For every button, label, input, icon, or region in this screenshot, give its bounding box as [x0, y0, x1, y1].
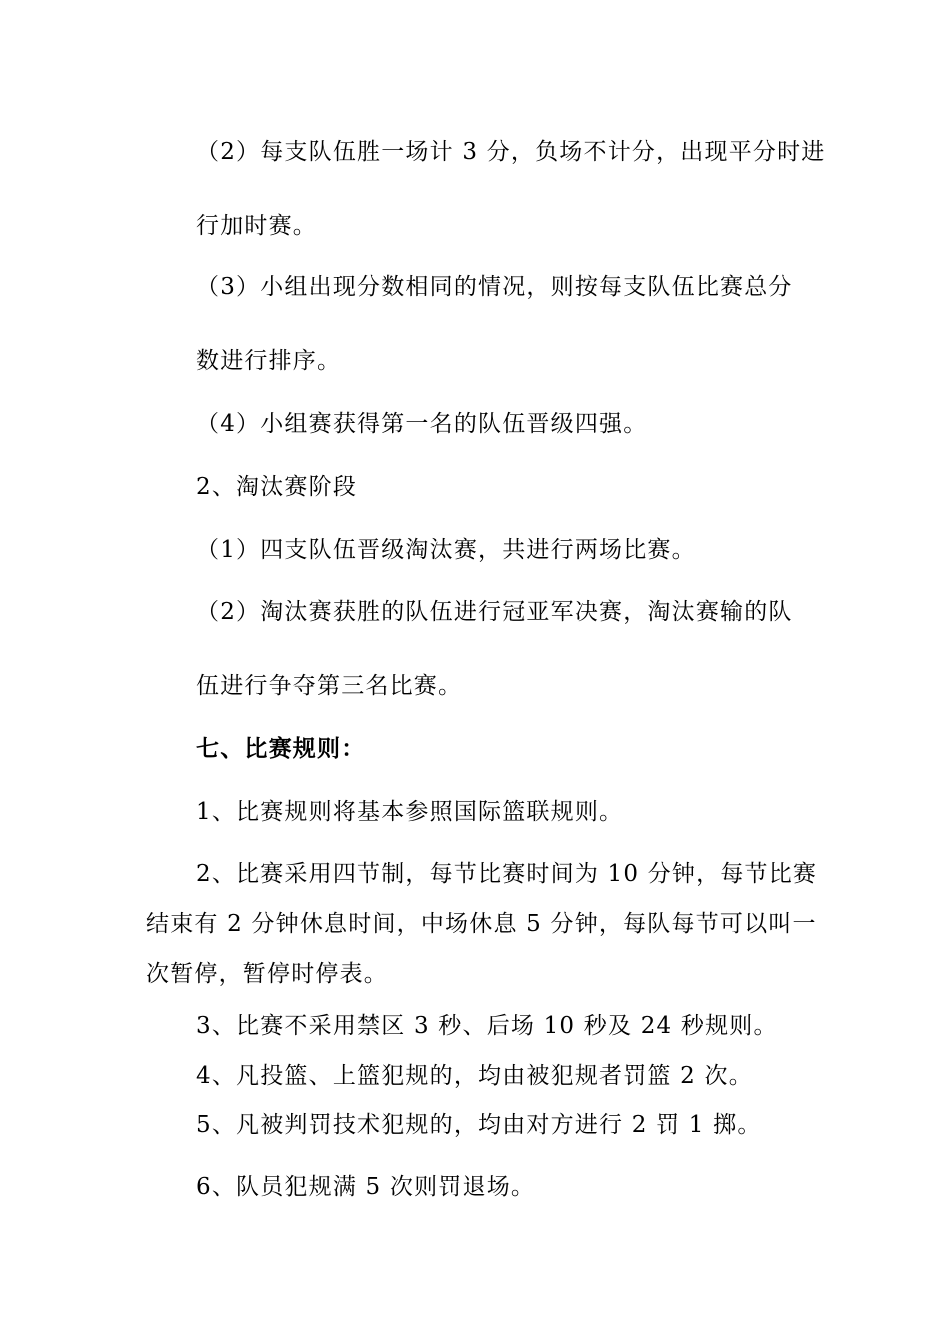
paragraph-line: 4、凡投篮、上篮犯规的，均由被犯规者罚篮 2 次。	[196, 1063, 753, 1089]
paragraph-line: 结束有 2 分钟休息时间，中场休息 5 分钟，每队每节可以叫一	[146, 911, 817, 937]
paragraph-line: 5、凡被判罚技术犯规的，均由对方进行 2 罚 1 掷。	[196, 1112, 762, 1138]
paragraph-line: 伍进行争夺第三名比赛。	[196, 673, 463, 699]
paragraph-line: 1、比赛规则将基本参照国际篮联规则。	[196, 799, 624, 825]
paragraph-line: （3）小组出现分数相同的情况，则按每支队伍比赛总分	[196, 274, 793, 300]
paragraph-line: 6、队员犯规满 5 次则罚退场。	[196, 1174, 536, 1200]
paragraph-line: 行加时赛。	[196, 213, 317, 239]
paragraph-line: 3、比赛不采用禁区 3 秒、后场 10 秒及 24 秒规则。	[196, 1013, 778, 1039]
section-subheading: 2、淘汰赛阶段	[196, 474, 358, 500]
section-heading: 七、比赛规则：	[196, 735, 366, 762]
paragraph-line: （4）小组赛获得第一名的队伍晋级四强。	[196, 411, 648, 437]
paragraph-line: 次暂停，暂停时停表。	[146, 961, 388, 987]
paragraph-line: （2）每支队伍胜一场计 3 分，负场不计分，出现平分时进	[196, 139, 826, 165]
paragraph-line: 2、比赛采用四节制，每节比赛时间为 10 分钟，每节比赛	[196, 861, 818, 887]
paragraph-line: （1）四支队伍晋级淘汰赛，共进行两场比赛。	[196, 537, 696, 563]
paragraph-line: （2）淘汰赛获胜的队伍进行冠亚军决赛，淘汰赛输的队	[196, 599, 793, 625]
paragraph-line: 数进行排序。	[196, 348, 342, 374]
